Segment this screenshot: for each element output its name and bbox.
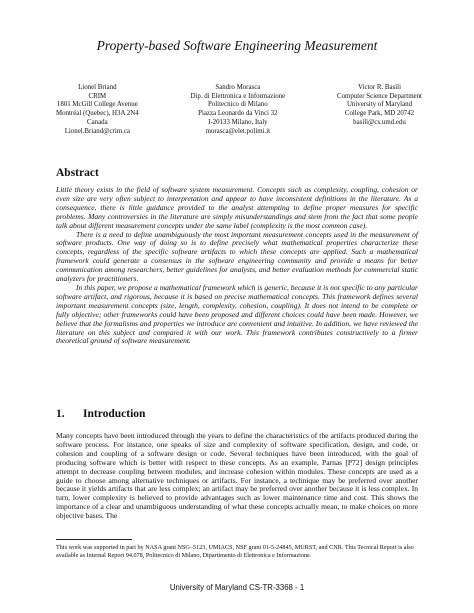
author-basili bbox=[337, 84, 422, 136]
abstract-heading: Abstract bbox=[56, 167, 99, 179]
author-affiliation-line: Montréal (Quebec), H3A 2N4 bbox=[56, 110, 139, 118]
author-email: Lionel.Briand@crim.ca bbox=[64, 127, 130, 135]
abstract-paragraph: There is a need to define unambiguously the most important measurement concepts used in the measurement of software products. One way of doing so is to define precisely what mathematical properties characterize these concepts, regardless of the specific software artifacts to which these concepts are applied. Such a mathematical framework could generate a consensus in the software engineering community and provide a means for better communication among researchers, better guidelines for analysts, and better evaluation methods for commercial static analyzers for practitioners. bbox=[56, 229, 418, 284]
section-number: 1. bbox=[56, 408, 65, 420]
author-affiliation-line: 1801 McGill College Avenue bbox=[56, 101, 138, 109]
section-title: Introduction bbox=[83, 408, 146, 420]
author-affiliation-line: Piazza Leonardo da Vinci 32 bbox=[198, 110, 278, 118]
introduction-heading bbox=[56, 408, 145, 420]
footnote-rule bbox=[56, 539, 132, 540]
author-affiliation-line: CRIM bbox=[88, 92, 107, 100]
author-email: morasca@elet.polimi.it bbox=[205, 127, 271, 135]
author-email: basili@cs.umd.edu bbox=[353, 118, 406, 126]
abstract-body bbox=[56, 186, 418, 346]
footnote: This work was supported in part by NASA grant NSG–5123, UMIACS, NSF grant 01-5-24845, MURST, and CNR. This Tecnical Report is also available as Internal Report 94.078, Politecnico di Milano, Dipartimento di Elettronica e Informazione. bbox=[56, 544, 414, 559]
page-footer: University of Maryland CS-TR-3368 - 1 bbox=[169, 583, 305, 592]
abstract-paragraph: In this paper, we propose a mathematical framework which is generic, because it is not specific to any particular software artifact, and rigorous, because it is based on precise mathematical concepts. This framework defines several important measurement concepts (size, length, complexity, cohesion, coupling). It does not intend to be complete or fully objective; other frameworks could have been proposed and different choices could have been made. However, we believe that the formalisms and properties we introduce are convenient and intuitive. In addition, we have reviewed the literature on this subject and compared it with our work. This framework contributes constructively to a firmer theoretical ground of software measurement. bbox=[56, 282, 418, 346]
author-affiliation-line: Computer Science Department bbox=[337, 92, 422, 100]
author-briand bbox=[56, 84, 139, 136]
author-affiliation-line: I-20133 Milano, Italy bbox=[208, 118, 268, 126]
introduction-paragraph: Many concepts have been introduced through the years to define the characteristics of the artifacts produced during the software process. For instance, one speaks of size and complexity of software specification, design, and code, or cohesion and coupling of a software design or code. Several techniques have been introduced, with the goal of producing software which is better with respect to these concepts. As an example, Parnas [P72] design principles attempt to decrease coupling between modules, and increase cohesion within modules. These concepts are used as a guide to choose among alternative techniques or artifacts. For instance, a technique may be preferred over another because it yields artifacts that are less complex; an artifact may be preferred over another because it is less complex. In turn, lower complexity is believed to provide advantages such as lower maintenance time and cost. This shows the importance of a clear and unambiguous understanding of what these concepts actually mean, to make choices on more objective bases. The bbox=[56, 431, 418, 521]
author-affiliation-line: University of Maryland bbox=[346, 101, 413, 109]
author-affiliation-line: Canada bbox=[87, 118, 108, 126]
author-name: Victor R. Basili bbox=[357, 84, 402, 91]
author-block bbox=[56, 84, 422, 136]
paper-title: Property-based Software Engineering Measurement bbox=[96, 38, 378, 53]
author-affiliation-line: College Park, MD 20742 bbox=[344, 110, 415, 118]
author-affiliation-line: Politecnico di Milano bbox=[207, 101, 268, 109]
author-affiliation-line: Dip. di Elettronica e Informazione bbox=[190, 92, 286, 100]
author-name: Lionel Briand bbox=[78, 84, 117, 91]
author-morasca bbox=[190, 84, 285, 136]
author-name: Sandro Morasca bbox=[215, 84, 261, 91]
abstract-paragraph: Little theory exists in the field of software system measurement. Concepts such as complexity, coupling, cohesion or even size are very often subject to interpretation and appear to have inconsistent definitions in the literature. As a consequence, there is little guidance provided to the analyst attempting to define proper measures for specific problems. Many controversies in the literature are simply misunderstandings and stem from the fact that some people talk about different measurement concepts under the same label (complexity is the most common case). bbox=[56, 185, 418, 230]
